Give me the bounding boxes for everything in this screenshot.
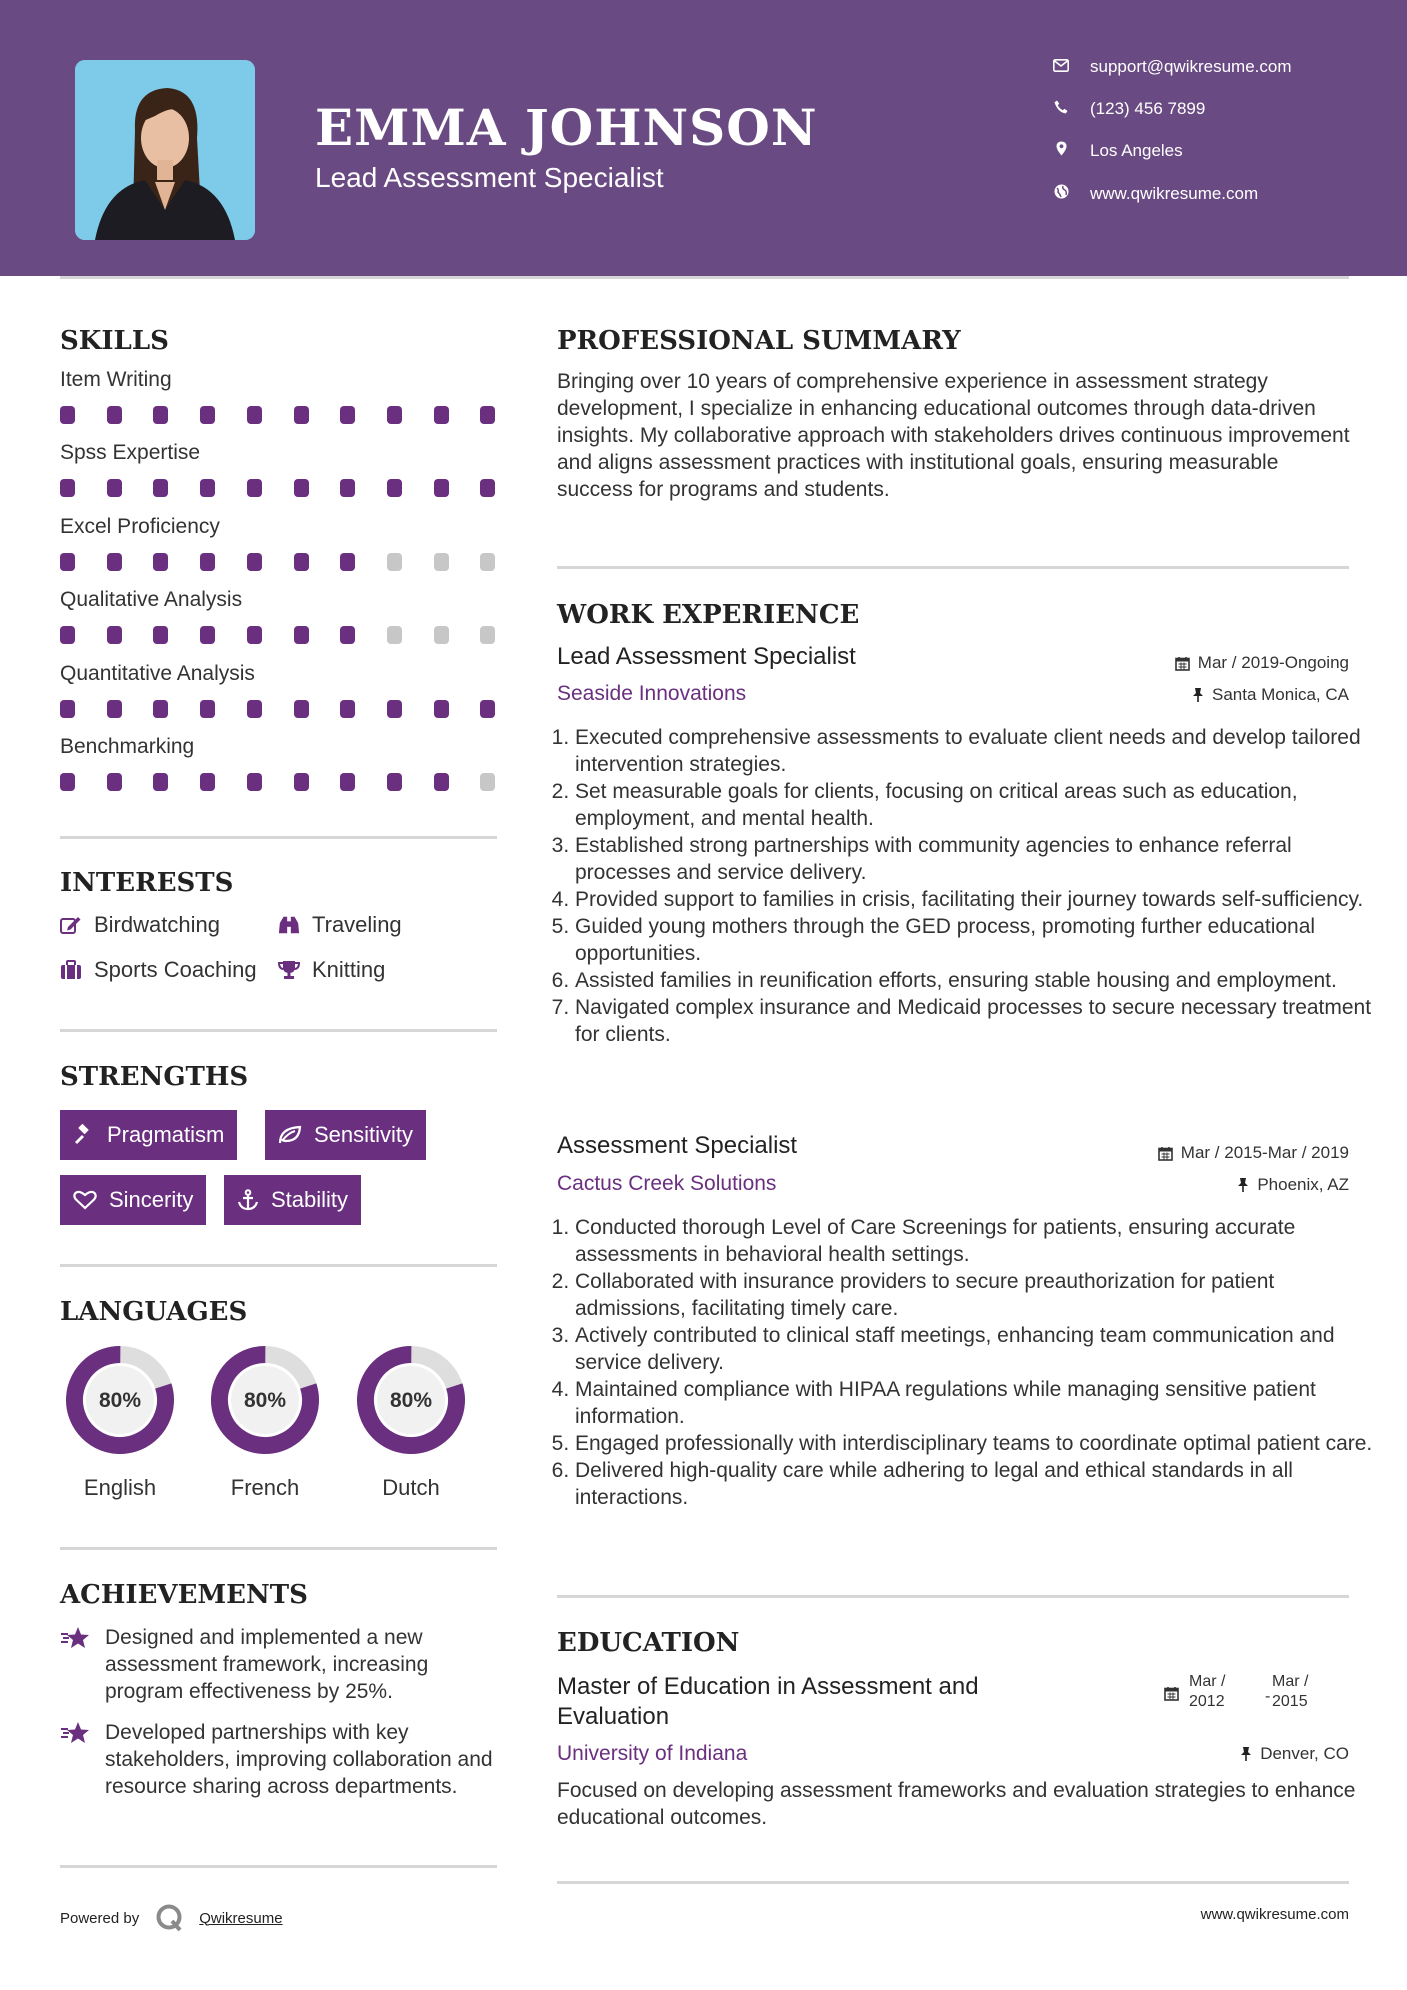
job-bullets: [557, 1214, 1375, 1511]
rating-dot: [153, 553, 168, 571]
rating-dot: [153, 626, 168, 644]
pushpin-icon: [1240, 1746, 1252, 1762]
bullet-item: 2. Set measurable goals for clients, focusing on critical areas such as education, employment, and mental health.: [575, 778, 1375, 832]
skill-label: Qualitative Analysis: [60, 588, 243, 612]
bullet-item: 1. Conducted thorough Level of Care Screenings for patients, ensuring accurate assessments in behavioral health settings.: [575, 1214, 1375, 1268]
star-icon: [60, 1719, 90, 1800]
candidate-name: EMMA JOHNSON: [315, 98, 818, 157]
bullet-item: 4. Maintained compliance with HIPAA regulations while managing sensitive patient information.: [575, 1376, 1375, 1430]
rating-dot: [107, 626, 122, 644]
strength-tag: Stability: [224, 1175, 361, 1225]
summary-text: Bringing over 10 years of comprehensive experience in assessment strategy development, I specialize in enhancing educational outcomes through data-driven insights. My collaborative approach with stakeholders drives continuous improvement and aligns assessment practices with institutional goals, ensuring measurable success for programs and students.: [557, 370, 1350, 501]
interest-item: Birdwatching: [60, 912, 220, 938]
rating-dot: [200, 406, 215, 424]
rating-dot: [387, 700, 402, 718]
strengths-divider: [60, 1264, 497, 1267]
rating-dot: [294, 479, 309, 497]
envelope-icon: [1050, 57, 1072, 77]
rating-dot: [434, 773, 449, 791]
rating-dot: [60, 700, 75, 718]
rating-dot: [60, 406, 75, 424]
interests-divider: [60, 1029, 497, 1032]
rating-dot: [60, 479, 75, 497]
map-pin-icon: [1050, 141, 1072, 161]
education-description: Focused on developing assessment frameworks and evaluation strategies to enhance educational outcomes.: [557, 1779, 1356, 1829]
rating-dot: [60, 626, 75, 644]
rating-dot: [60, 553, 75, 571]
rating-dot: [434, 626, 449, 644]
degree-title: Master of Education in Assessment and Evaluation: [557, 1673, 979, 1730]
rating-dot: [480, 553, 495, 571]
rating-dot: [340, 406, 355, 424]
leaf-icon: [278, 1125, 302, 1145]
skill-rating: [60, 479, 500, 497]
interest-item: Knitting: [278, 957, 385, 983]
bullet-item: 6. Assisted families in reunification efforts, ensuring stable housing and employment.: [575, 967, 1375, 994]
company-name: Cactus Creek Solutions: [557, 1172, 777, 1195]
qwikresume-logo-icon: [155, 1903, 185, 1933]
star-icon: [60, 1624, 90, 1705]
skill-label: Excel Proficiency: [60, 514, 220, 538]
strength-tag: Sensitivity: [265, 1110, 426, 1160]
rating-dot: [294, 553, 309, 571]
experience-divider: [557, 1595, 1349, 1598]
rating-dot: [434, 700, 449, 718]
bullet-item: 4. Provided support to families in crisis, facilitating their journey towards self-sufficiency.: [575, 886, 1375, 913]
rating-dot: [387, 479, 402, 497]
rating-dot: [480, 773, 495, 791]
rating-dot: [340, 700, 355, 718]
education-divider: [557, 1881, 1349, 1884]
contact-location: Los Angeles: [1050, 141, 1183, 161]
summary-title: PROFESSIONAL SUMMARY: [557, 326, 961, 356]
qwikresume-link[interactable]: Qwikresume: [199, 1909, 283, 1927]
rating-dot: [434, 553, 449, 571]
interest-item: Traveling: [278, 912, 402, 938]
rating-dot: [247, 773, 262, 791]
language-ring: [60, 1340, 180, 1460]
candidate-role: Lead Assessment Specialist: [315, 162, 664, 193]
job-date: Mar / 2019-Ongoing: [1175, 653, 1349, 673]
pencil-square-icon: [60, 915, 82, 935]
strengths-title: STRENGTHS: [60, 1062, 249, 1092]
binoculars-icon: [278, 915, 300, 935]
heart-icon: [73, 1190, 97, 1210]
rating-dot: [107, 773, 122, 791]
skill-label: Spss Expertise: [60, 441, 201, 465]
briefcase-icon: [60, 960, 82, 980]
bullet-item: 5. Engaged professionally with interdisciplinary teams to coordinate optimal patient care.: [575, 1430, 1375, 1457]
skill-rating: [60, 700, 500, 718]
calendar-icon: [1164, 1686, 1179, 1706]
company-name: Seaside Innovations: [557, 682, 747, 705]
rating-dot: [247, 700, 262, 718]
rating-dot: [107, 553, 122, 571]
footer-powered-by: Powered by Qwikresume: [60, 1903, 283, 1933]
interests-title: INTERESTS: [60, 868, 234, 898]
rating-dot: [340, 479, 355, 497]
rating-dot: [200, 553, 215, 571]
header-banner: [0, 0, 1407, 276]
bullet-item: 5. Guided young mothers through the GED process, promoting further educational opportunities.: [575, 913, 1375, 967]
contact-website[interactable]: www.qwikresume.com: [1050, 184, 1258, 204]
gavel-icon: [73, 1124, 95, 1146]
language-name: French: [230, 1475, 300, 1500]
rating-dot: [340, 773, 355, 791]
footer-url[interactable]: www.qwikresume.com: [1200, 1906, 1349, 1923]
rating-dot: [480, 626, 495, 644]
language-percent: 80%: [243, 1389, 287, 1412]
rating-dot: [387, 553, 402, 571]
skill-label: Benchmarking: [60, 735, 195, 758]
school-name: University of Indiana: [557, 1742, 748, 1765]
job-title: Assessment Specialist: [557, 1132, 798, 1159]
skill-rating: [60, 553, 500, 571]
rating-dot: [107, 406, 122, 424]
rating-dot: [200, 773, 215, 791]
language-ring: [351, 1340, 471, 1460]
rating-dot: [480, 700, 495, 718]
rating-dot: [480, 406, 495, 424]
achievement-item: Developed partnerships with key stakeholders, improving collaboration and resource sharing across departments.: [60, 1719, 500, 1800]
achievements-title: ACHIEVEMENTS: [60, 1580, 308, 1610]
language-percent: 80%: [98, 1389, 142, 1412]
profile-photo: [75, 60, 255, 240]
rating-dot: [294, 406, 309, 424]
header-divider: [60, 276, 1349, 279]
achievement-item: Designed and implemented a new assessment framework, increasing program effectiveness by 25%.: [60, 1624, 500, 1705]
languages-divider: [60, 1547, 497, 1550]
language-percent: 80%: [389, 1389, 433, 1412]
rating-dot: [340, 553, 355, 571]
skill-label: Quantitative Analysis: [60, 661, 255, 685]
rating-dot: [294, 626, 309, 644]
skill-rating: [60, 773, 500, 791]
rating-dot: [247, 406, 262, 424]
language-ring: [205, 1340, 325, 1460]
rating-dot: [247, 479, 262, 497]
contact-phone[interactable]: (123) 456 7899: [1050, 99, 1205, 119]
rating-dot: [247, 553, 262, 571]
rating-dot: [387, 626, 402, 644]
rating-dot: [107, 479, 122, 497]
rating-dot: [387, 406, 402, 424]
globe-icon: [1050, 184, 1072, 204]
trophy-icon: [278, 960, 300, 980]
job-location: Santa Monica, CA: [1192, 685, 1349, 705]
bullet-item: 1. Executed comprehensive assessments to evaluate client needs and develop tailored intervention strategies.: [575, 724, 1375, 778]
pushpin-icon: [1192, 687, 1204, 703]
anchor-icon: [237, 1189, 259, 1211]
strength-tag: Sincerity: [60, 1175, 206, 1225]
achievements-divider: [60, 1865, 497, 1868]
job-date: Mar / 2015-Mar / 2019: [1158, 1143, 1349, 1163]
rating-dot: [153, 700, 168, 718]
rating-dot: [200, 479, 215, 497]
skill-label: Item Writing: [60, 368, 172, 391]
rating-dot: [340, 626, 355, 644]
language-name: Dutch: [382, 1475, 440, 1500]
phone-icon: [1050, 99, 1072, 119]
rating-dot: [434, 479, 449, 497]
skill-rating: [60, 626, 500, 644]
rating-dot: [247, 626, 262, 644]
bullet-item: 3. Established strong partnerships with community agencies to enhance referral processes and service delivery.: [575, 832, 1375, 886]
job-title: Lead Assessment Specialist: [557, 643, 856, 670]
rating-dot: [107, 700, 122, 718]
bullet-item: 6. Delivered high-quality care while adhering to legal and ethical standards in all interactions.: [575, 1457, 1375, 1511]
rating-dot: [200, 626, 215, 644]
rating-dot: [200, 700, 215, 718]
calendar-icon: [1175, 656, 1190, 671]
bullet-item: 3. Actively contributed to clinical staff meetings, enhancing team communication and service delivery.: [575, 1322, 1375, 1376]
strength-tag: Pragmatism: [60, 1110, 237, 1160]
skills-title: SKILLS: [60, 326, 169, 356]
language-name: English: [83, 1475, 157, 1500]
summary-divider: [557, 566, 1349, 569]
job-location: Phoenix, AZ: [1237, 1175, 1349, 1195]
education-location: Denver, CO: [1240, 1744, 1349, 1764]
experience-title: WORK EXPERIENCE: [557, 600, 860, 630]
rating-dot: [153, 479, 168, 497]
rating-dot: [480, 479, 495, 497]
calendar-icon: [1158, 1146, 1173, 1161]
bullet-item: 7. Navigated complex insurance and Medicaid processes to secure necessary treatment for clients.: [575, 994, 1375, 1048]
interest-item: Sports Coaching: [60, 957, 257, 983]
rating-dot: [60, 773, 75, 791]
rating-dot: [434, 406, 449, 424]
languages-title: LANGUAGES: [60, 1297, 248, 1327]
education-title: EDUCATION: [557, 1628, 740, 1658]
rating-dot: [153, 773, 168, 791]
contact-email[interactable]: support@qwikresume.com: [1050, 57, 1292, 77]
education-dates: Mar / 2012 - Mar / 2015: [1164, 1673, 1354, 1717]
job-bullets: [557, 724, 1375, 1048]
skill-rating: [60, 406, 500, 424]
skills-divider: [60, 836, 497, 839]
pushpin-icon: [1237, 1177, 1249, 1193]
bullet-item: 2. Collaborated with insurance providers to secure preauthorization for patient admissions, facilitating timely care.: [575, 1268, 1375, 1322]
rating-dot: [153, 406, 168, 424]
rating-dot: [387, 773, 402, 791]
rating-dot: [294, 700, 309, 718]
rating-dot: [294, 773, 309, 791]
